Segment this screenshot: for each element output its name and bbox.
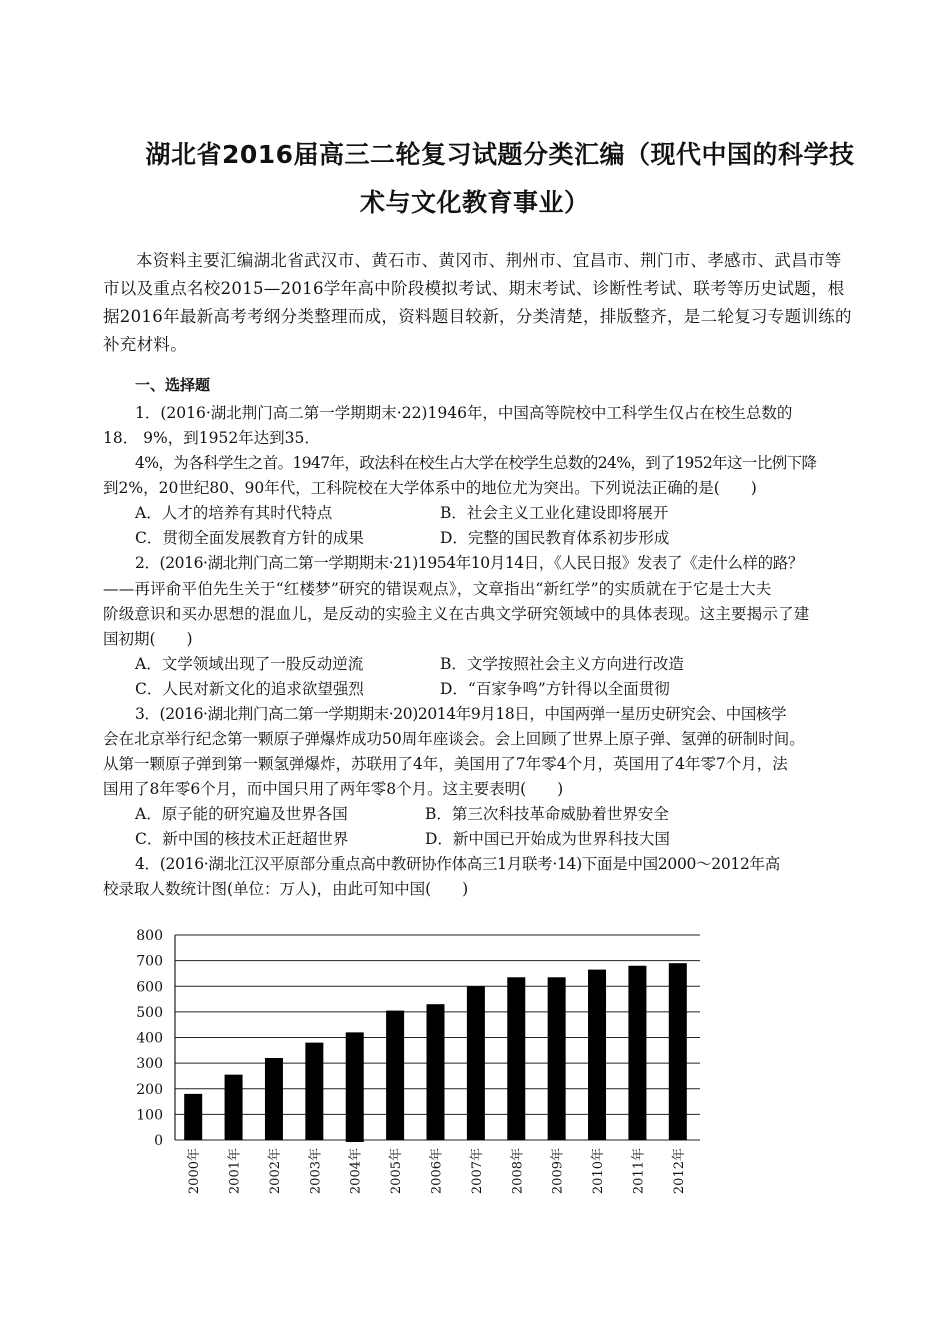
bar (225, 1075, 243, 1140)
q4-line-2: 校录取人数统计图(单位：万人)，由此可知中国( ) (103, 880, 469, 898)
document-title-line-2: 术与文化教育事业） (360, 188, 590, 217)
q1-option-b: B．社会主义工业化建设即将展开 (440, 504, 669, 522)
q1-line-1: 1．(2016·湖北荆门高二第一学期期末·22)1946年，中国高等院校中工科学生仅占在校生总数的 (135, 404, 793, 422)
x-tick-label: 2012年 (671, 1148, 687, 1195)
q1-option-a: A．人才的培养有其时代特点 (135, 504, 333, 522)
x-tick-label: 2000年 (187, 1148, 203, 1195)
q1-option-c: C．贯彻全面发展教育方针的成果 (135, 529, 364, 547)
q1-option-d: D．完整的国民教育体系初步形成 (440, 529, 670, 547)
bar (265, 1058, 283, 1140)
intro-paragraph: 本资料主要汇编湖北省武汉市、黄石市、黄冈市、荆州市、宜昌市、荆门市、孝感市、武昌市等市以及重点名校2015—2016学年高中阶段模拟考试、期末考试、诊断性考试、联考等历史试题，根据2016年最新高考考纲分类整理而成，资料题目较新，分类清楚，排版整齐，是二轮复习专题训练的补充材料。 (103, 251, 852, 354)
bar (386, 1011, 404, 1140)
y-tick-label: 100 (136, 1107, 163, 1124)
bar (346, 1032, 364, 1142)
bar (305, 1043, 323, 1140)
q2-option-d: D．“百家争鸣”方针得以全面贯彻 (440, 680, 670, 698)
y-tick-label: 800 (136, 928, 163, 944)
q1-line-4: 到2%，20世纪80、90年代，工科院校在大学体系中的地位尤为突出。下列说法正确的是( ) (103, 479, 757, 497)
x-tick-label: 2004年 (348, 1148, 364, 1195)
bar (467, 986, 485, 1140)
q2-option-c: C．人民对新文化的追求欲望强烈 (135, 680, 364, 698)
q2-option-a: A．文学领域出现了一股反动逆流 (135, 655, 364, 673)
q3-line-1: 3．(2016·湖北荆门高二第一学期期末·20)2014年9月18日，中国两弹一星历史研究会、中国核学 (135, 705, 787, 723)
q3-line-3: 从第一颗原子弹到第一颗氢弹爆炸，苏联用了4年，美国用了7年零4个月，英国用了4年零7个月，法 (103, 755, 788, 773)
q2-option-b: B．文学按照社会主义方向进行改造 (440, 655, 684, 673)
y-tick-label: 700 (136, 953, 163, 970)
q2-line-3: 阶级意识和买办思想的混血儿，是反动的实验主义在古典文学研究领域中的具体表现。这主要揭示了建 (103, 605, 810, 623)
bar (184, 1094, 202, 1140)
enrollment-bar-chart (120, 920, 720, 1210)
x-tick-label: 2008年 (510, 1148, 526, 1195)
bar (548, 977, 566, 1140)
x-tick-label: 2006年 (429, 1148, 445, 1195)
x-tick-label: 2011年 (631, 1148, 647, 1195)
q1-line-3: 4%，为各科学生之首。1947年，政法科在校生占大学在校学生总数的24%，到了1952年这一比例下降 (135, 454, 817, 472)
bar (628, 966, 646, 1140)
bar (669, 963, 687, 1140)
section-title: 一、选择题 (135, 376, 211, 394)
y-tick-label: 500 (136, 1004, 163, 1021)
q2-line-1: 2．(2016·湖北荆门高二第一学期期末·21)1954年10月14日，《人民日报》发表了《走什么样的路？ (135, 554, 803, 572)
q3-option-a: A．原子能的研究遍及世界各国 (135, 805, 348, 823)
q3-option-d: D．新中国已开始成为世界科技大国 (425, 830, 670, 848)
q4-line-1: 4．(2016·湖北江汉平原部分重点高中教研协作体高三1月联考·14)下面是中国2000～2012年高 (135, 855, 780, 873)
y-tick-label: 200 (136, 1081, 163, 1098)
y-tick-label: 600 (136, 979, 163, 996)
x-tick-label: 2010年 (591, 1148, 607, 1195)
q2-line-4: 国初期( ) (103, 630, 193, 648)
y-tick-label: 0 (154, 1133, 163, 1149)
x-tick-label: 2002年 (267, 1148, 283, 1195)
q3-line-4: 国用了8年零6个月，而中国只用了两年零8个月。这主要表明( ) (103, 780, 564, 798)
x-tick-label: 2005年 (389, 1148, 405, 1195)
q1-line-2: 18． 9%，到1952年达到35． (103, 429, 320, 447)
q3-option-b: B．第三次科技革命威胁着世界安全 (425, 805, 669, 823)
bar (507, 977, 525, 1140)
q3-option-c: C．新中国的核技术正赶超世界 (135, 830, 349, 848)
bar (588, 970, 606, 1140)
x-tick-label: 2001年 (227, 1148, 243, 1195)
document-title-line-1: 湖北省2016届高三二轮复习试题分类汇编（现代中国的科学技 (145, 140, 855, 169)
x-tick-label: 2003年 (308, 1148, 324, 1195)
q2-line-2: ——再评俞平伯先生关于“红楼梦”研究的错误观点》，文章指出“新红学”的实质就在于它是士大夫 (103, 580, 772, 598)
q3-line-2: 会在北京举行纪念第一颗原子弹爆炸成功50周年座谈会。会上回顾了世界上原子弹、氢弹的研制时间。 (103, 730, 805, 748)
y-tick-label: 400 (136, 1030, 163, 1047)
x-tick-label: 2009年 (550, 1148, 566, 1195)
x-tick-label: 2007年 (469, 1148, 485, 1195)
bar (427, 1004, 445, 1140)
y-tick-label: 300 (136, 1056, 163, 1073)
